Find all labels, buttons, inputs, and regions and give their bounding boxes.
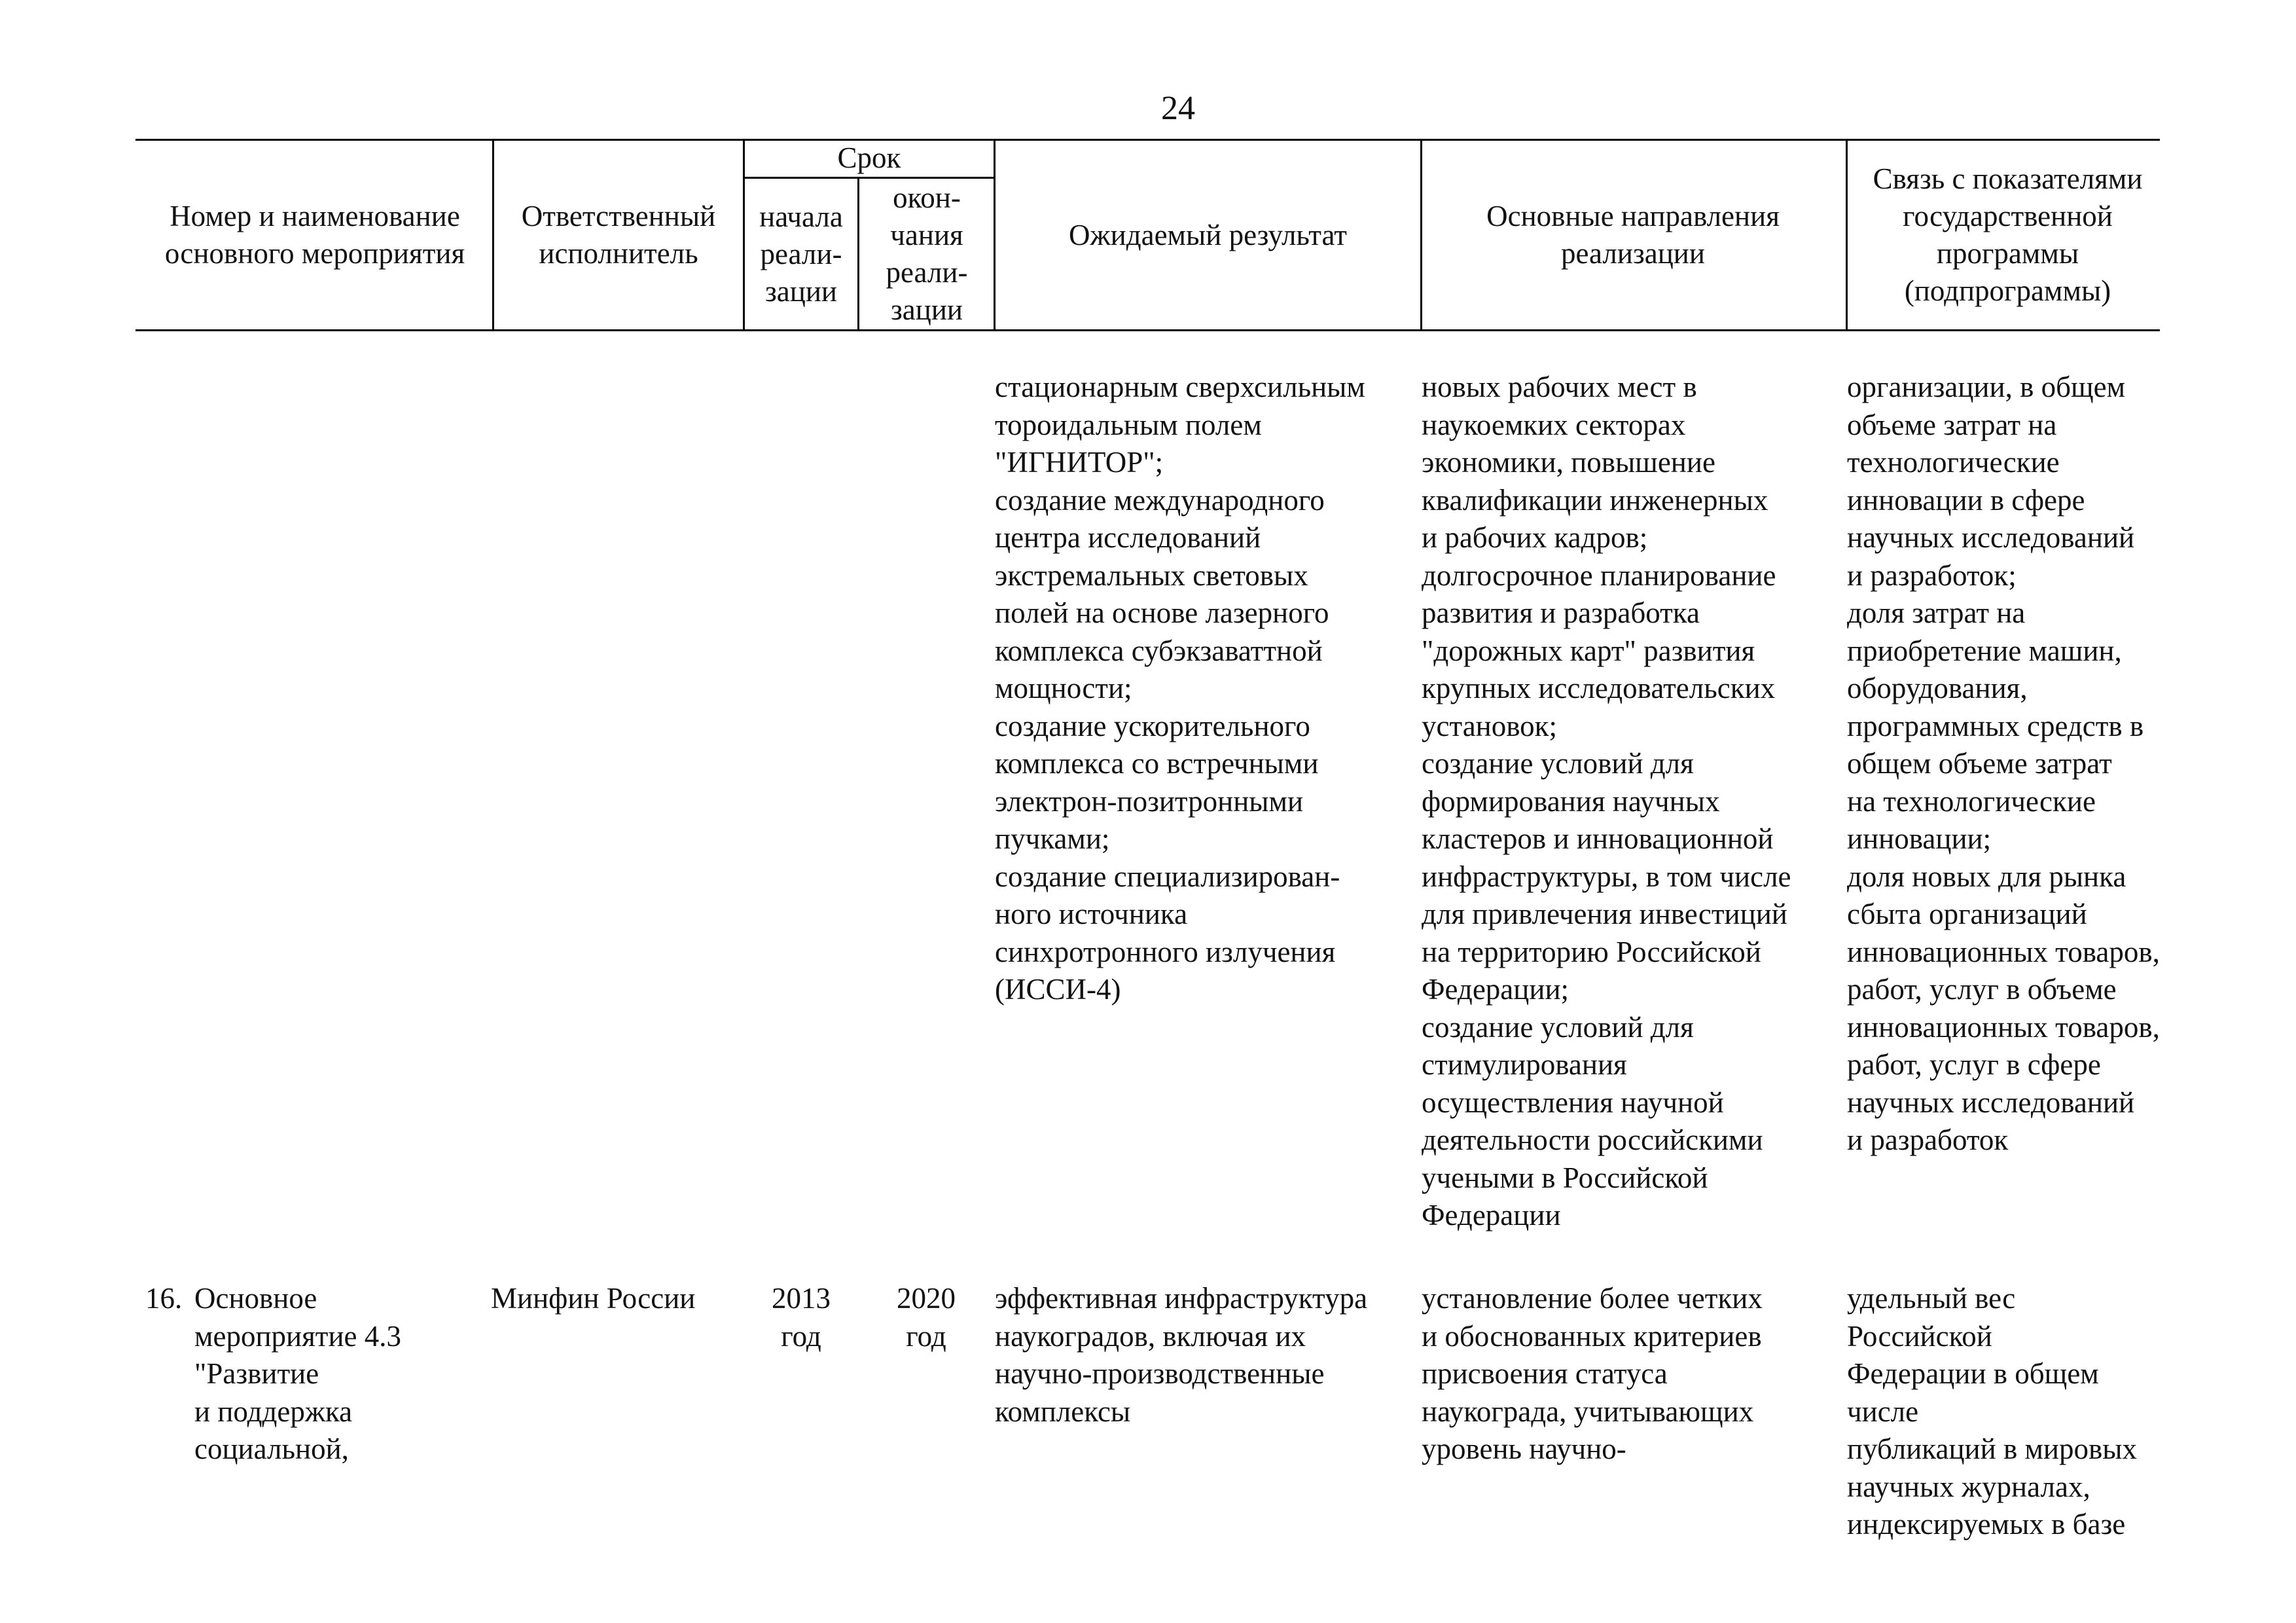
col-divider bbox=[1420, 139, 1422, 331]
col-divider bbox=[492, 139, 494, 331]
header-name: Номер и наименование основного мероприятия bbox=[164, 200, 465, 270]
row2-result: эффективная инфраструктура наукоградов, включая их научно-производственные комплексы bbox=[995, 1282, 1368, 1428]
header-executor: Ответственный исполнитель bbox=[521, 200, 716, 270]
header-start: начала реали-зации bbox=[759, 200, 843, 308]
row1-indicators: организации, в общем объеме затрат на технологические инновации в сфере научных исследований и разработок; доля затрат на приобретение машин, оборудования, программных средств в общем объеме затрат на технологические инновации; доля новых для рынка сбыта организаций инновационных товаров, работ, услуг в объеме инновационных товаров, работ, услуг в сфере научных исследований и разработок bbox=[1847, 371, 2160, 1156]
row2-end: 2020 год bbox=[897, 1282, 956, 1353]
header-bottom-rule bbox=[135, 329, 2160, 331]
row1-result: стационарным сверхсильным тороидальным полем "ИГНИТОР"; создание международного центра исследований экстремальных световых полей на основе лазерного комплекса субэкзаваттной мощности; создание ускорительного комплекса со встречными электрон-позитронными пучками; создание специализирован- ного источника синхротронного излучения (ИССИ-4) bbox=[995, 371, 1365, 1006]
header-end: окон-чания реали-зации bbox=[886, 181, 968, 326]
col-divider bbox=[1846, 139, 1848, 331]
header-indicators: Связь с показателями государственной программы (подпрограммы) bbox=[1873, 162, 2143, 307]
row2-directions: установление более четких и обоснованных критериев присвоения статуса наукограда, учитывающих уровень научно- bbox=[1422, 1282, 1763, 1465]
col-divider bbox=[994, 139, 996, 331]
header-result: Ожидаемый результат bbox=[1069, 218, 1347, 251]
col-divider bbox=[857, 177, 859, 331]
row2-number: 16. bbox=[145, 1282, 183, 1315]
row2-name: Основное мероприятие 4.3 "Развитие и поддержка социальной, bbox=[194, 1282, 402, 1465]
header-term: Срок bbox=[837, 141, 901, 174]
row2-start: 2013 год bbox=[772, 1282, 831, 1353]
row2-executor: Минфин России bbox=[491, 1282, 696, 1315]
row2-indicators: удельный вес Российской Федерации в общем числе публикаций в мировых научных журналах, индексируемых в базе bbox=[1847, 1282, 2137, 1541]
header-directions: Основные направления реализации bbox=[1486, 200, 1780, 270]
row1-directions: новых рабочих мест в наукоемких секторах экономики, повышение квалификации инженерных и рабочих кадров; долгосрочное планирование развития и разработка "дорожных карт" развития крупных исследовательских установок; создание условий для формирования научных кластеров и инновационной инфраструктуры, в том числе для привлечения инвестиций на территорию Российской Федерации; создание условий для стимулирования осуществления научной деятельности российскими учеными в Российской Федерации bbox=[1422, 371, 1791, 1231]
page-number: 24 bbox=[1161, 90, 1195, 127]
